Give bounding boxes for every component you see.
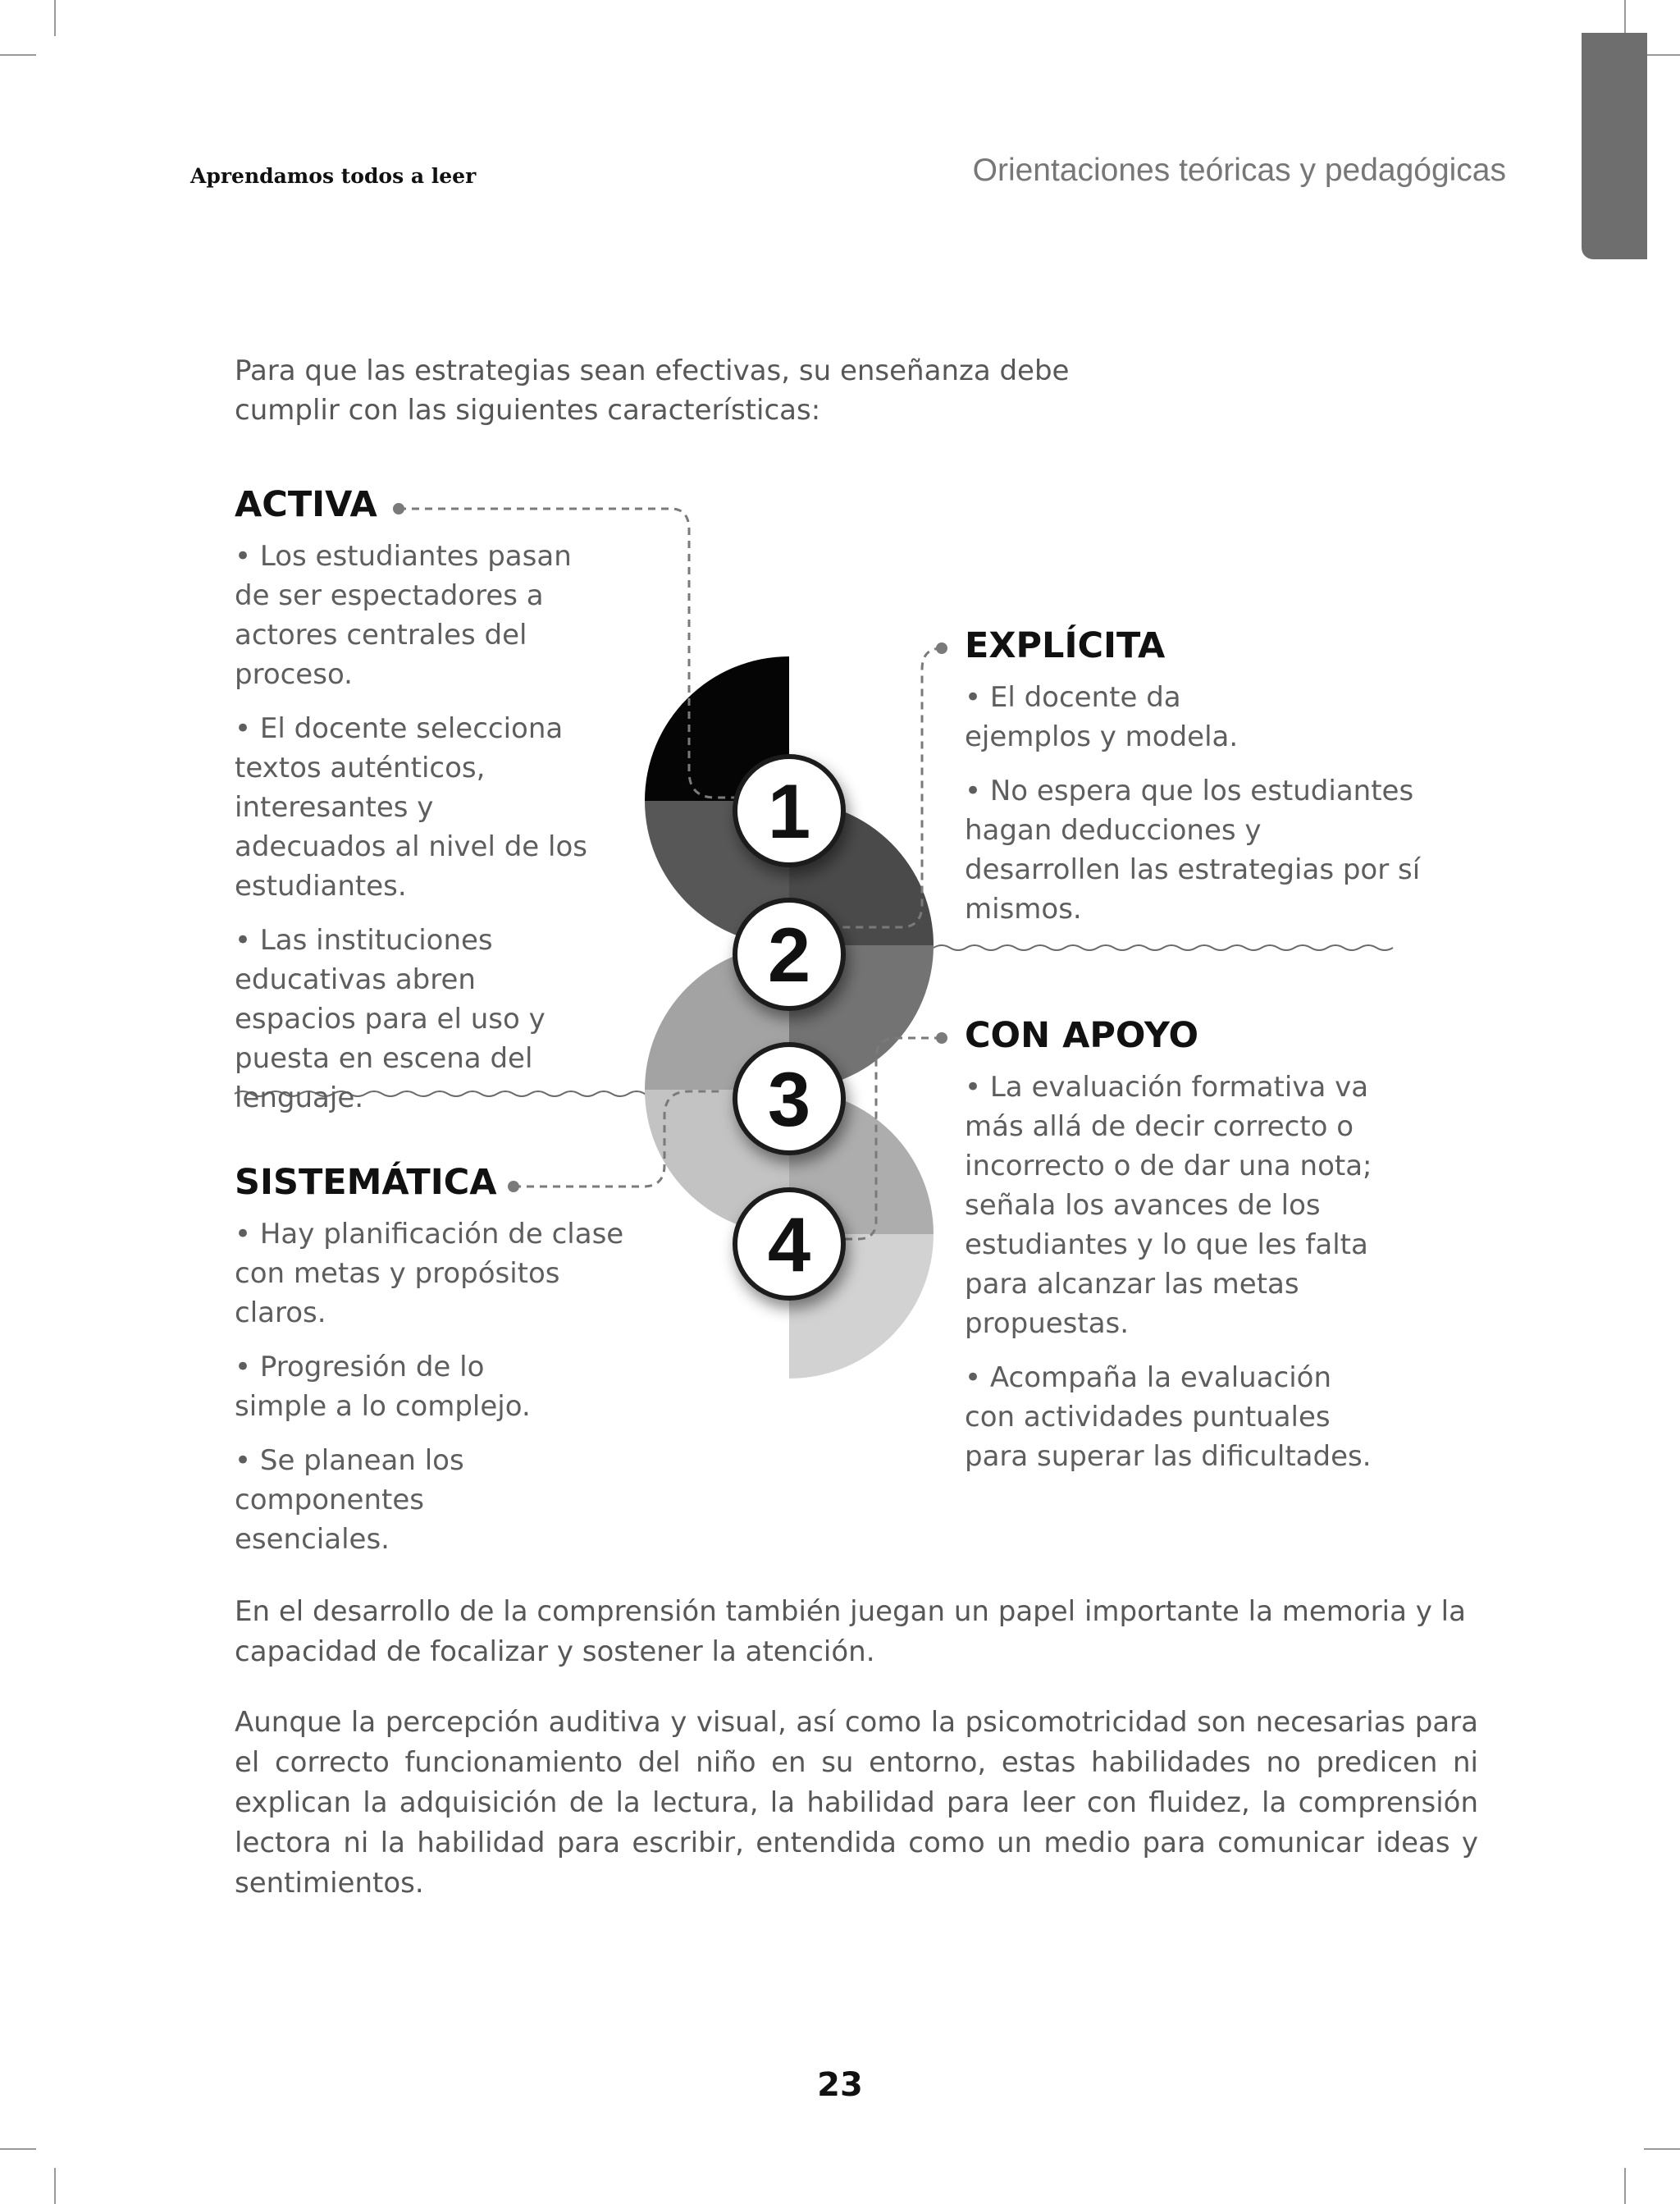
explicita-bullet: • No espera que los estudiantes hagan deducciones y desarrollen las estrategias por sí mismos. bbox=[965, 775, 1421, 926]
connector-dot bbox=[936, 642, 947, 654]
sistematica-bullet: • Se planean los componentes esenciales. bbox=[235, 1444, 464, 1556]
activa-title: ACTIVA bbox=[235, 484, 377, 525]
activa-bullet: • Las instituciones educativas abren espacios para el uso y puesta en escena del lenguaje. bbox=[235, 924, 546, 1114]
sistematica-bullets bbox=[235, 1214, 637, 1574]
connector-dot bbox=[508, 1181, 519, 1192]
sistematica-bullet: • Hay planificación de clase con metas y propósitos claros. bbox=[235, 1218, 624, 1329]
section-title-header: Orientaciones teóricas y pedagógicas bbox=[972, 153, 1506, 188]
body-paragraph-1 bbox=[235, 1592, 1478, 1672]
connector-dot bbox=[393, 503, 404, 514]
activa-bullet: • El docente selecciona textos auténticos, interesantes y adecuados al nivel de los estudiantes. bbox=[235, 712, 587, 903]
con-apoyo-bullet: • Acompaña la evaluación con actividades puntuales para superar las dificultades. bbox=[965, 1361, 1372, 1473]
explicita-bullet: • El docente da ejemplos y modela. bbox=[965, 681, 1239, 753]
explicita-title: EXPLÍCITA bbox=[965, 625, 1166, 666]
explicita-bullets bbox=[965, 678, 1424, 944]
sistematica-title: SISTEMÁTICA bbox=[235, 1162, 497, 1203]
step-number-2: 2 bbox=[767, 912, 811, 998]
wavy-divider-right bbox=[934, 945, 1393, 950]
body-paragraph-2 bbox=[235, 1703, 1478, 1904]
book-title: Aprendamos todos a leer bbox=[190, 164, 477, 188]
step-number-1: 1 bbox=[767, 768, 811, 854]
page-number: 23 bbox=[817, 2066, 863, 2104]
paragraph-text: En el desarrollo de la comprensión también juegan un papel importante la memoria y la capacidad de focalizar y sostener la atención. bbox=[235, 1595, 1466, 1668]
con-apoyo-bullets bbox=[965, 1068, 1383, 1491]
con-apoyo-title: CON APOYO bbox=[965, 1015, 1199, 1056]
activa-bullet: • Los estudiantes pasan de ser espectadores a actores centrales del proceso. bbox=[235, 540, 572, 691]
paragraph-text: Aunque la percepción auditiva y visual, así como la psicomotricidad son necesarias para el correcto funcionamiento del niño en su entorno, estas habilidades no predicen ni explican la adquisición de la lectura, la habilidad para leer con fluidez, la comprensión lectora ni la habilidad para escribir, entendida como un medio para comunicar ideas y sentimientos. bbox=[235, 1706, 1478, 1900]
activa-bullets bbox=[235, 537, 587, 1132]
step-number-4: 4 bbox=[767, 1201, 811, 1287]
intro-text: Para que las estrategias sean efectivas, su enseñanza debe cumplir con las siguientes características: bbox=[235, 354, 1070, 427]
sistematica-bullet: • Progresión de lo simple a lo complejo. bbox=[235, 1351, 531, 1423]
con-apoyo-bullet: • La evaluación formativa va más allá de decir correcto o incorrecto o de dar una nota; señala los avances de los estudiantes y lo que les falta para alcanzar las metas propuestas. bbox=[965, 1071, 1372, 1340]
step-number-3: 3 bbox=[767, 1056, 811, 1142]
connector-dot bbox=[936, 1032, 947, 1044]
